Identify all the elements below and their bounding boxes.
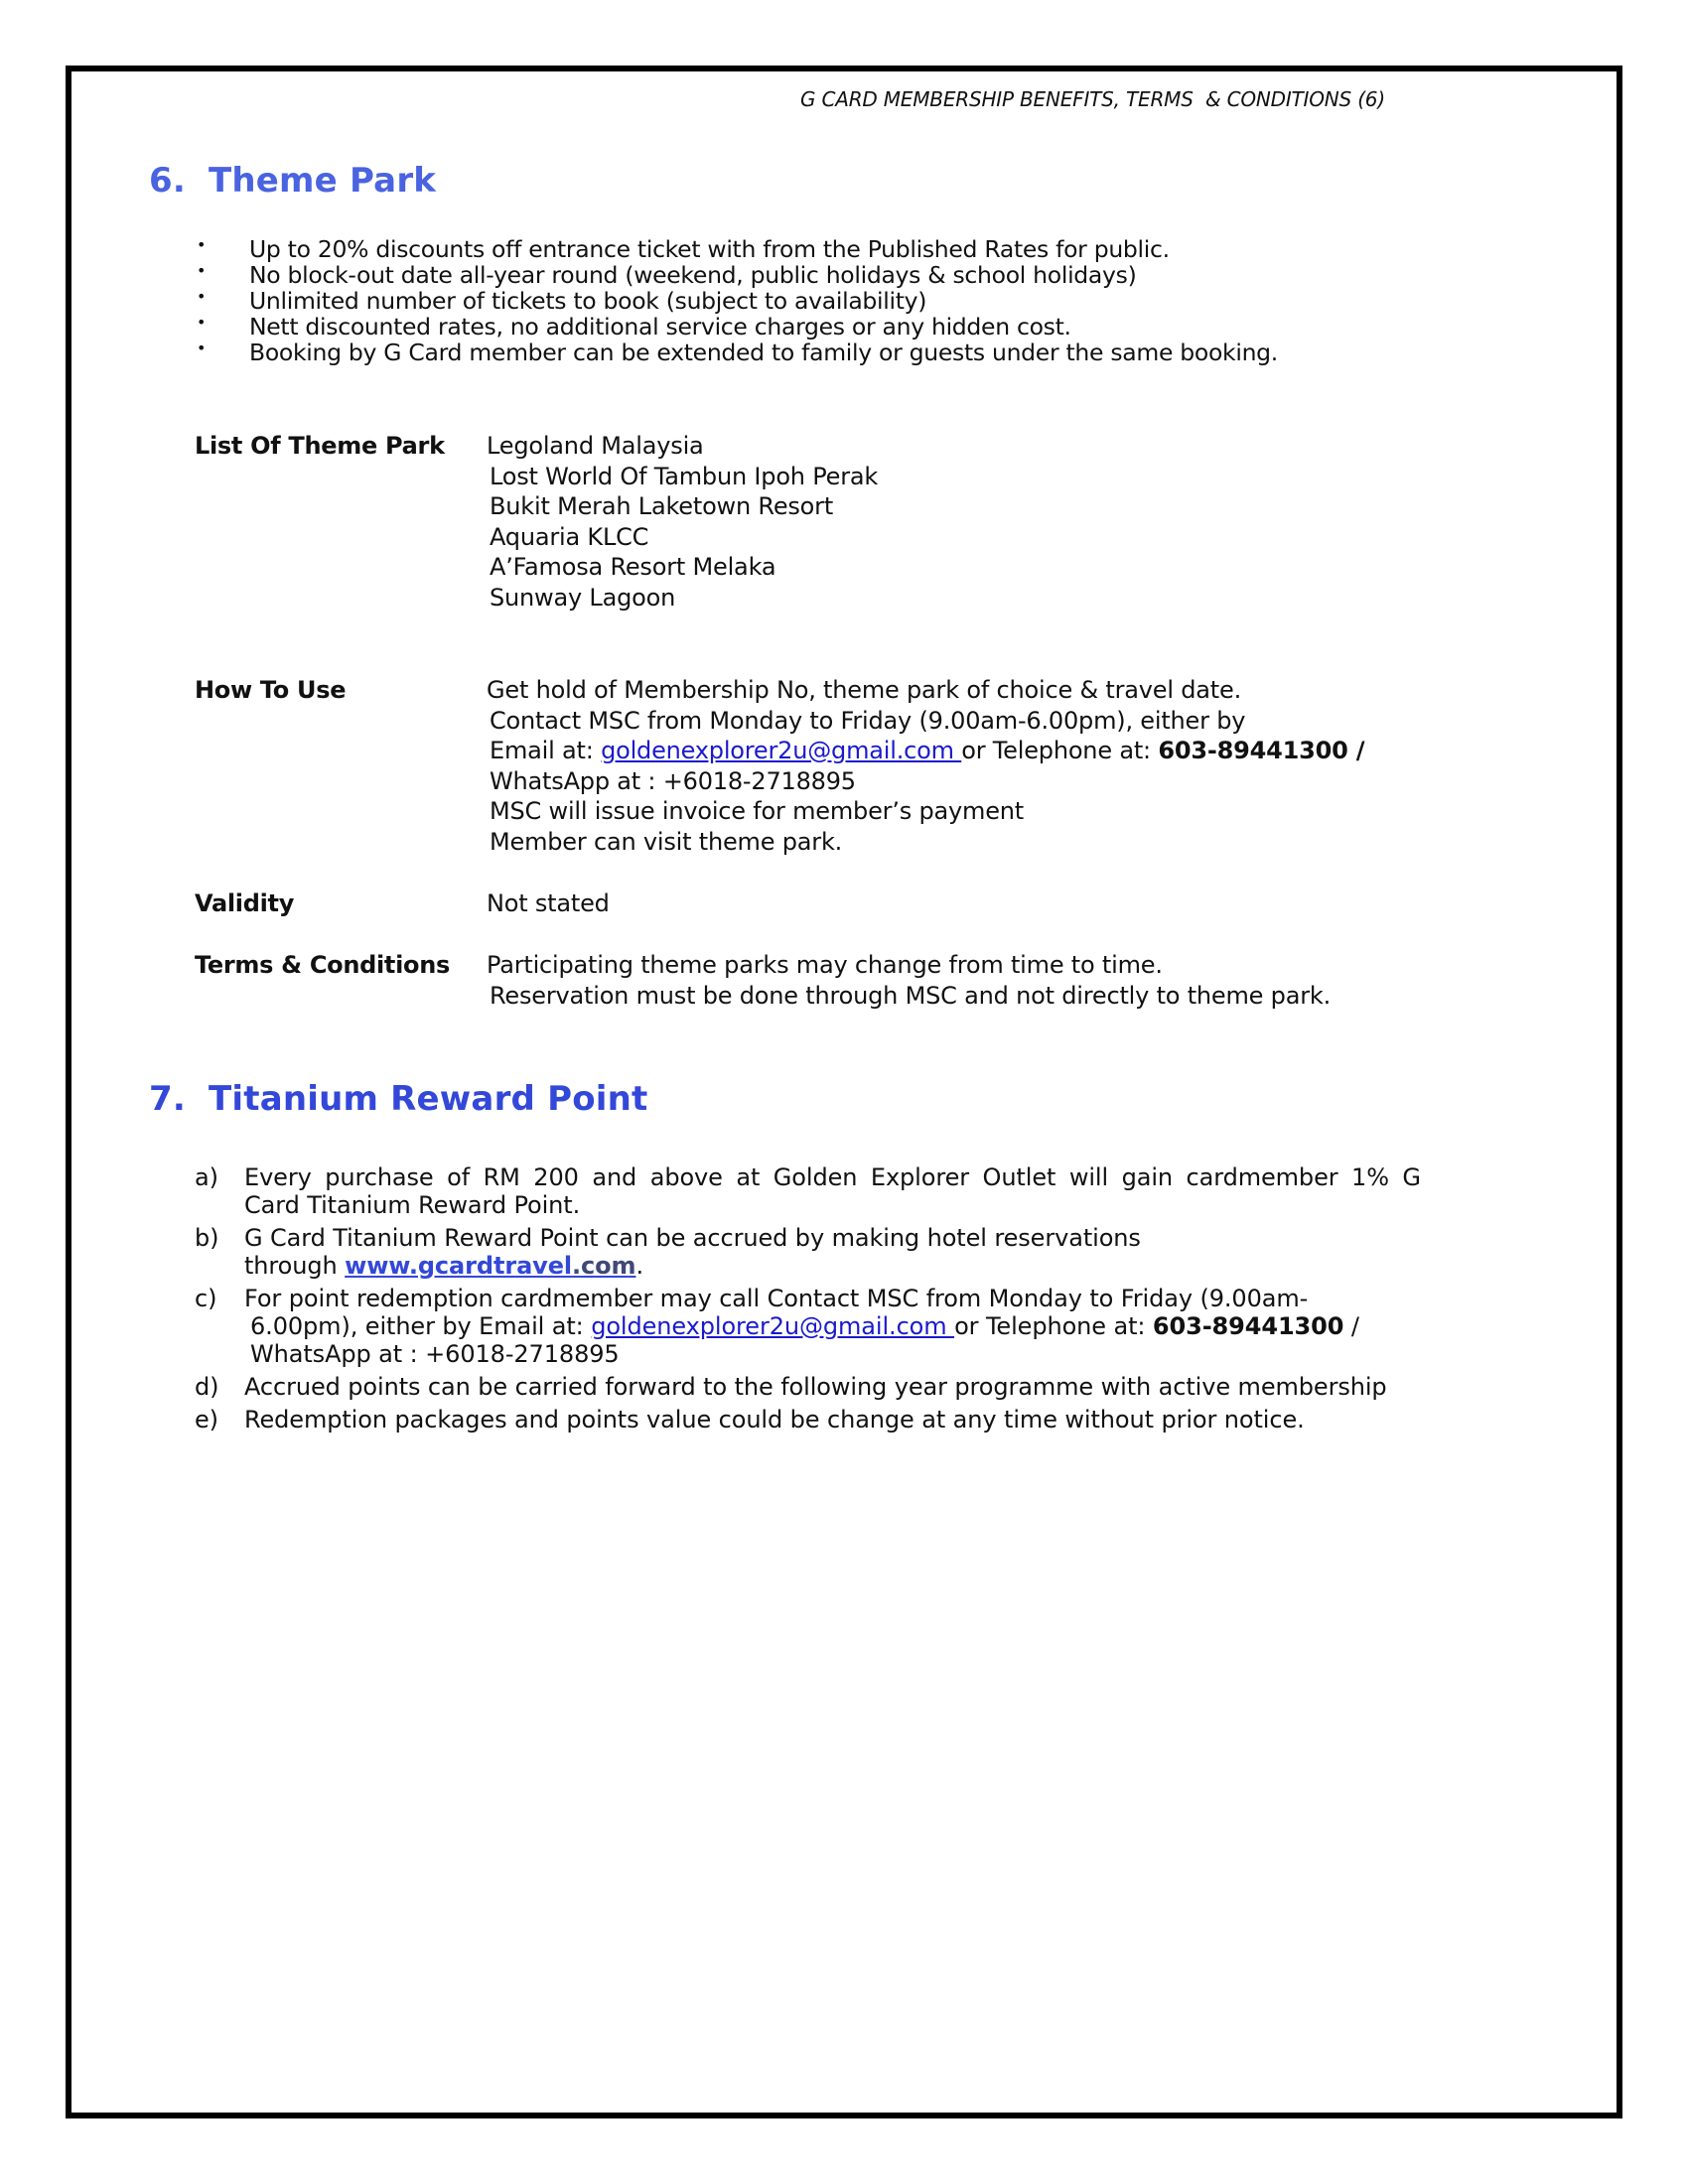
item-body xyxy=(244,1285,1359,1368)
item-body xyxy=(244,1406,1305,1433)
whatsapp-number: WhatsApp at : +6018-2718895 xyxy=(490,766,856,795)
item-text: 6.00pm), either by Email at: xyxy=(250,1312,592,1340)
item-body xyxy=(244,1163,1421,1219)
bullet-dot-icon: • xyxy=(197,287,207,306)
item-text: G Card Titanium Reward Point can be accrued by making hotel reservations xyxy=(244,1224,1141,1252)
list-item-b xyxy=(195,1224,1421,1280)
section-6-heading xyxy=(149,161,436,201)
item-label: b) xyxy=(195,1224,219,1252)
whatsapp-number: WhatsApp at : +6018-2718895 xyxy=(250,1340,620,1368)
item-body xyxy=(244,1373,1387,1401)
theme-park-name: Aquaria KLCC xyxy=(490,522,649,551)
list-item xyxy=(195,314,1278,340)
item-label: d) xyxy=(195,1373,219,1401)
how-step: Contact MSC from Monday to Friday (9.00am-6.00pm), either by xyxy=(490,706,1246,735)
benefit-text: Unlimited number of tickets to book (subject to availability) xyxy=(249,287,927,315)
item-text: through xyxy=(244,1252,346,1280)
item-label: e) xyxy=(195,1406,218,1433)
validity-value: Not stated xyxy=(487,889,610,917)
item-label: c) xyxy=(195,1285,217,1312)
benefit-text: Up to 20% discounts off entrance ticket with from the Published Rates for public. xyxy=(249,235,1170,263)
how-step: Get hold of Membership No, theme park of choice & travel date. xyxy=(487,676,1241,704)
benefit-text: Nett discounted rates, no additional service charges or any hidden cost. xyxy=(249,313,1071,341)
list-item-d xyxy=(195,1373,1421,1401)
item-text: Card Titanium Reward Point. xyxy=(244,1191,581,1219)
theme-park-name: Lost World Of Tambun Ipoh Perak xyxy=(490,462,879,490)
terms-values xyxy=(487,950,1331,1011)
item-text: For point redemption cardmember may call Contact MSC from Monday to Friday (9.00am- xyxy=(244,1285,1309,1312)
theme-park-name: Sunway Lagoon xyxy=(490,583,676,612)
theme-park-name: Legoland Malaysia xyxy=(487,432,704,460)
item-label: a) xyxy=(195,1163,218,1191)
term-text: Participating theme parks may change from time to time. xyxy=(487,951,1163,979)
tel-prefix: or Telephone at: xyxy=(961,737,1159,764)
list-item xyxy=(195,340,1278,365)
bullet-dot-icon: • xyxy=(197,313,207,332)
bullet-dot-icon: • xyxy=(197,235,207,254)
validity-label: Validity xyxy=(195,889,295,917)
section-6-title: Theme Park xyxy=(209,161,437,201)
how-to-use-values xyxy=(487,675,1364,857)
tel-suffix: / xyxy=(1343,1312,1359,1340)
item-text: . xyxy=(635,1252,643,1280)
website-link-tld: .com xyxy=(572,1252,636,1280)
list-item xyxy=(195,288,1278,314)
email-prefix: Email at: xyxy=(490,737,602,764)
email-link[interactable]: goldenexplorer2u@gmail.com xyxy=(601,737,962,764)
theme-park-list-label: List Of Theme Park xyxy=(195,432,445,460)
benefit-text: No block-out date all-year round (weekend, public holidays & school holidays) xyxy=(249,261,1137,289)
item-text-line xyxy=(244,1252,1141,1280)
section-7-title: Titanium Reward Point xyxy=(209,1079,648,1119)
telephone-number: 603-89441300 xyxy=(1152,1312,1344,1340)
theme-park-list-values xyxy=(487,431,878,613)
website-link-main: www.gcardtravel xyxy=(345,1252,573,1280)
terms-label: Terms & Conditions xyxy=(195,951,450,979)
item-body xyxy=(244,1224,1141,1280)
running-header: G CARD MEMBERSHIP BENEFITS, TERMS & CONDITIONS (6) xyxy=(800,87,1385,111)
theme-park-name: Bukit Merah Laketown Resort xyxy=(490,492,834,520)
term-text: Reservation must be done through MSC and not directly to theme park. xyxy=(490,981,1332,1010)
how-step: MSC will issue invoice for member’s payment xyxy=(490,797,1024,825)
how-contact-line xyxy=(487,736,1364,766)
bullet-dot-icon: • xyxy=(197,339,207,357)
website-link[interactable] xyxy=(345,1252,635,1280)
list-item-e xyxy=(195,1406,1421,1433)
section-7-number: 7. xyxy=(149,1079,186,1119)
list-item xyxy=(195,262,1278,288)
section-7-heading xyxy=(149,1079,648,1119)
list-item-a xyxy=(195,1163,1421,1219)
list-item-c xyxy=(195,1285,1421,1368)
bullet-dot-icon: • xyxy=(197,261,207,280)
tel-prefix: or Telephone at: xyxy=(954,1312,1153,1340)
section-6-number: 6. xyxy=(149,161,186,201)
how-step: Member can visit theme park. xyxy=(490,827,843,856)
item-contact-line xyxy=(244,1312,1359,1340)
reward-point-list xyxy=(195,1163,1421,1438)
telephone-number: 603-89441300 / xyxy=(1158,737,1365,764)
theme-park-name: A’Famosa Resort Melaka xyxy=(490,553,776,581)
list-item xyxy=(195,236,1278,262)
benefit-text: Booking by G Card member can be extended to family or guests under the same booking. xyxy=(249,339,1278,366)
theme-park-benefits-list xyxy=(195,236,1278,365)
item-text: Every purchase of RM 200 and above at Golden Explorer Outlet will gain cardmember 1% G xyxy=(244,1163,1421,1191)
item-text: Redemption packages and points value could be change at any time without prior notice. xyxy=(244,1406,1305,1433)
item-text: Accrued points can be carried forward to the following year programme with active membership xyxy=(244,1373,1387,1401)
email-link[interactable]: goldenexplorer2u@gmail.com xyxy=(591,1312,955,1340)
how-to-use-label: How To Use xyxy=(195,676,347,704)
